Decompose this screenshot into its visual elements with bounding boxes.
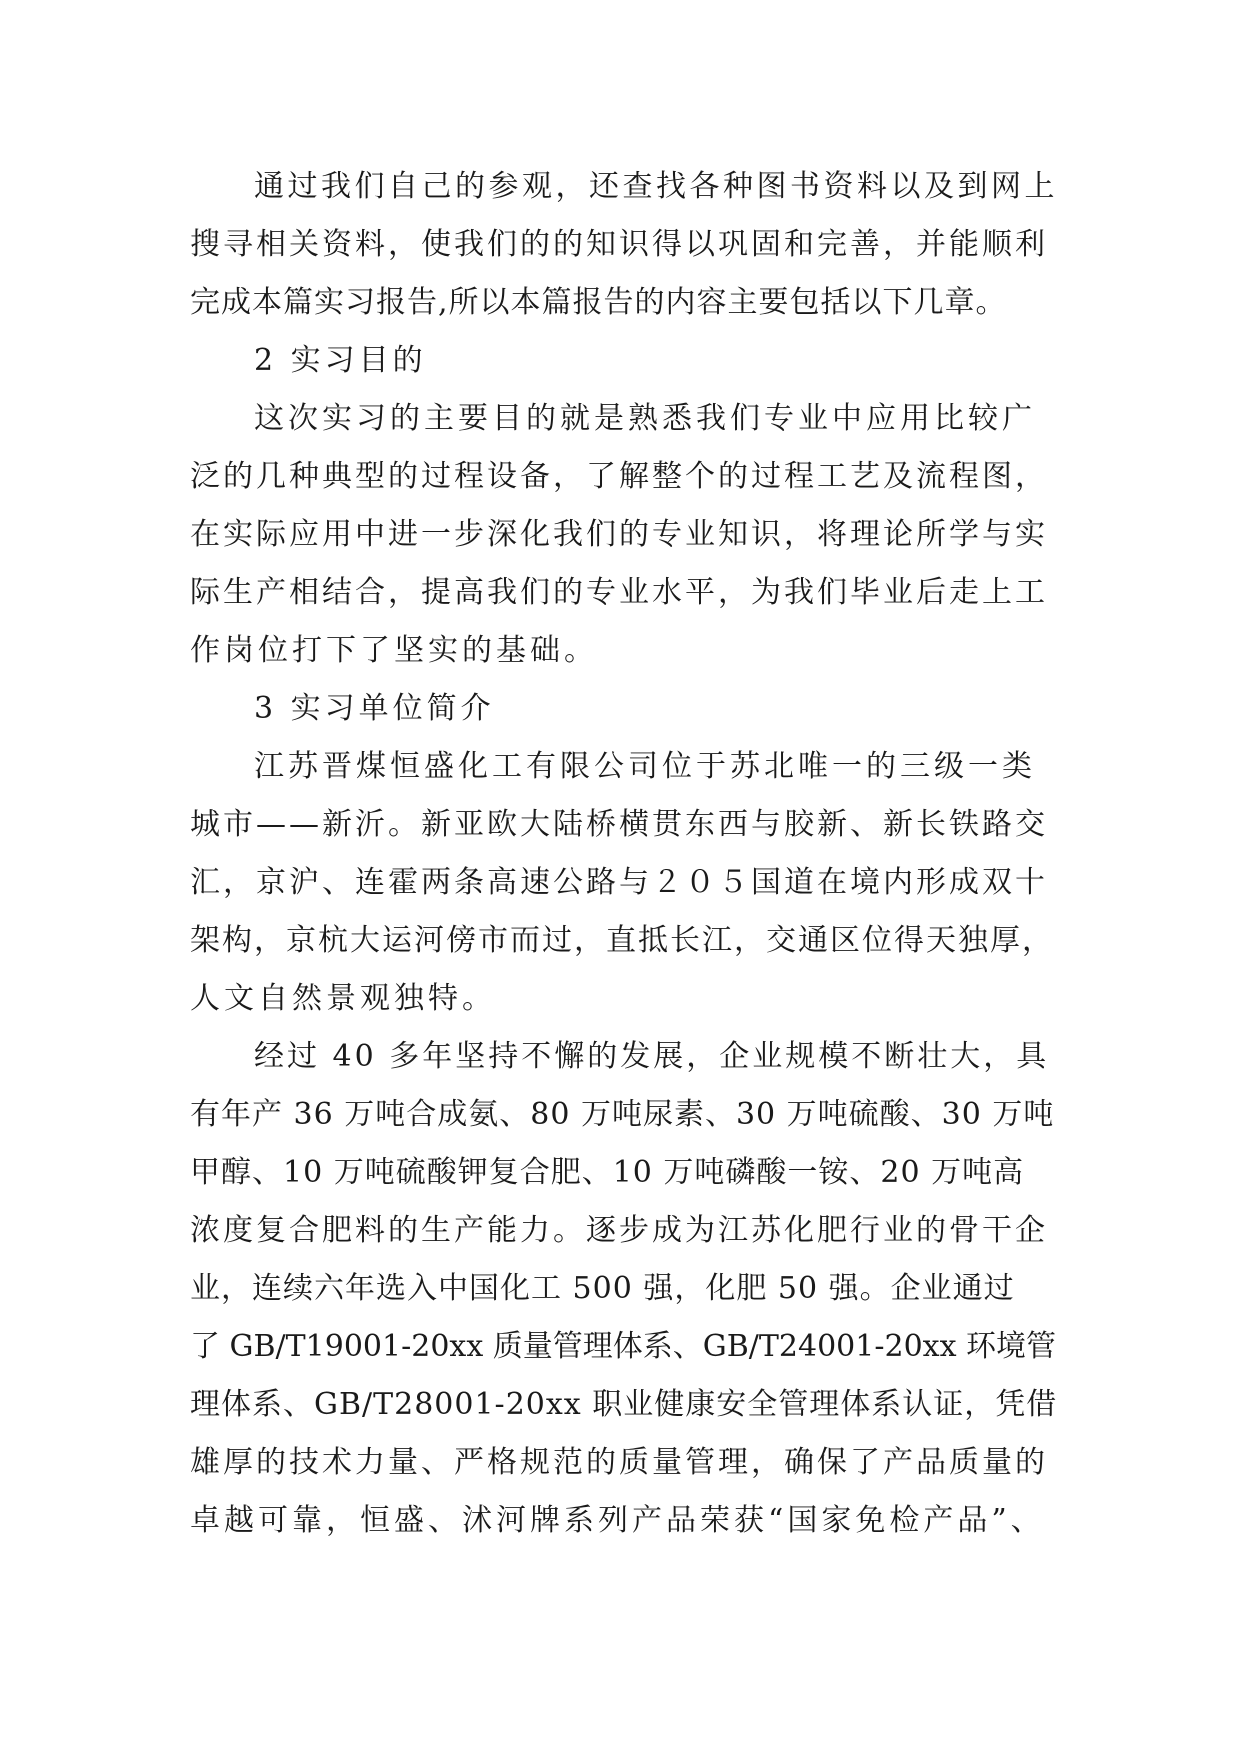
paragraph-line: 际生产相结合，提高我们的专业水平，为我们毕业后走上工 bbox=[190, 575, 1048, 610]
paragraph-line: 汇，京沪、连霍两条高速公路与２０５国道在境内形成双十 bbox=[190, 865, 1048, 900]
paragraph-line: 泛的几种典型的过程设备，了解整个的过程工艺及流程图， bbox=[190, 459, 1048, 494]
paragraph-line: 作岗位打下了坚实的基础。 bbox=[190, 633, 598, 668]
paragraph-line: 这次实习的主要目的就是熟悉我们专业中应用比较广 bbox=[254, 401, 1036, 436]
section-heading: 2 实习目的 bbox=[254, 343, 427, 378]
paragraph-line: 卓越可靠，恒盛、沭河牌系列产品荣获“国家免检产品”、 bbox=[190, 1503, 1045, 1538]
paragraph-line: 完成本篇实习报告,所以本篇报告的内容主要包括以下几章。 bbox=[190, 285, 1007, 320]
section-heading: 3 实习单位简介 bbox=[254, 691, 495, 726]
paragraph-line: 业，连续六年选入中国化工 500 强，化肥 50 强。企业通过 bbox=[190, 1271, 1015, 1306]
paragraph-line: 甲醇、10 万吨硫酸钾复合肥、10 万吨磷酸一铵、20 万吨高 bbox=[190, 1155, 1025, 1190]
paragraph-line: 架构，京杭大运河傍市而过，直抵长江，交通区位得天独厚， bbox=[190, 923, 1054, 958]
paragraph-line: 经过 40 多年坚持不懈的发展，企业规模不断壮大，具 bbox=[254, 1039, 1050, 1074]
paragraph-line: 理体系、GB/T28001-20xx 职业健康安全管理体系认证，凭借 bbox=[190, 1387, 1058, 1422]
paragraph-line: 在实际应用中进一步深化我们的专业知识，将理论所学与实 bbox=[190, 517, 1048, 552]
paragraph-line: 通过我们自己的参观，还查找各种图书资料以及到网上 bbox=[254, 169, 1058, 204]
paragraph-line: 搜寻相关资料，使我们的的知识得以巩固和完善，并能顺利 bbox=[190, 227, 1048, 262]
paragraph-line: 了 GB/T19001-20xx 质量管理体系、GB/T24001-20xx 环境管 bbox=[190, 1329, 1057, 1364]
paragraph-line: 浓度复合肥料的生产能力。逐步成为江苏化肥行业的骨干企 bbox=[190, 1213, 1048, 1248]
paragraph-line: 人文自然景观独特。 bbox=[190, 981, 496, 1016]
paragraph-line: 雄厚的技术力量、严格规范的质量管理，确保了产品质量的 bbox=[190, 1445, 1048, 1480]
paragraph-line: 江苏晋煤恒盛化工有限公司位于苏北唯一的三级一类 bbox=[254, 749, 1036, 784]
paragraph-line: 城市——新沂。新亚欧大陆桥横贯东西与胶新、新长铁路交 bbox=[190, 807, 1048, 842]
paragraph-line: 有年产 36 万吨合成氨、80 万吨尿素、30 万吨硫酸、30 万吨 bbox=[190, 1097, 1055, 1132]
